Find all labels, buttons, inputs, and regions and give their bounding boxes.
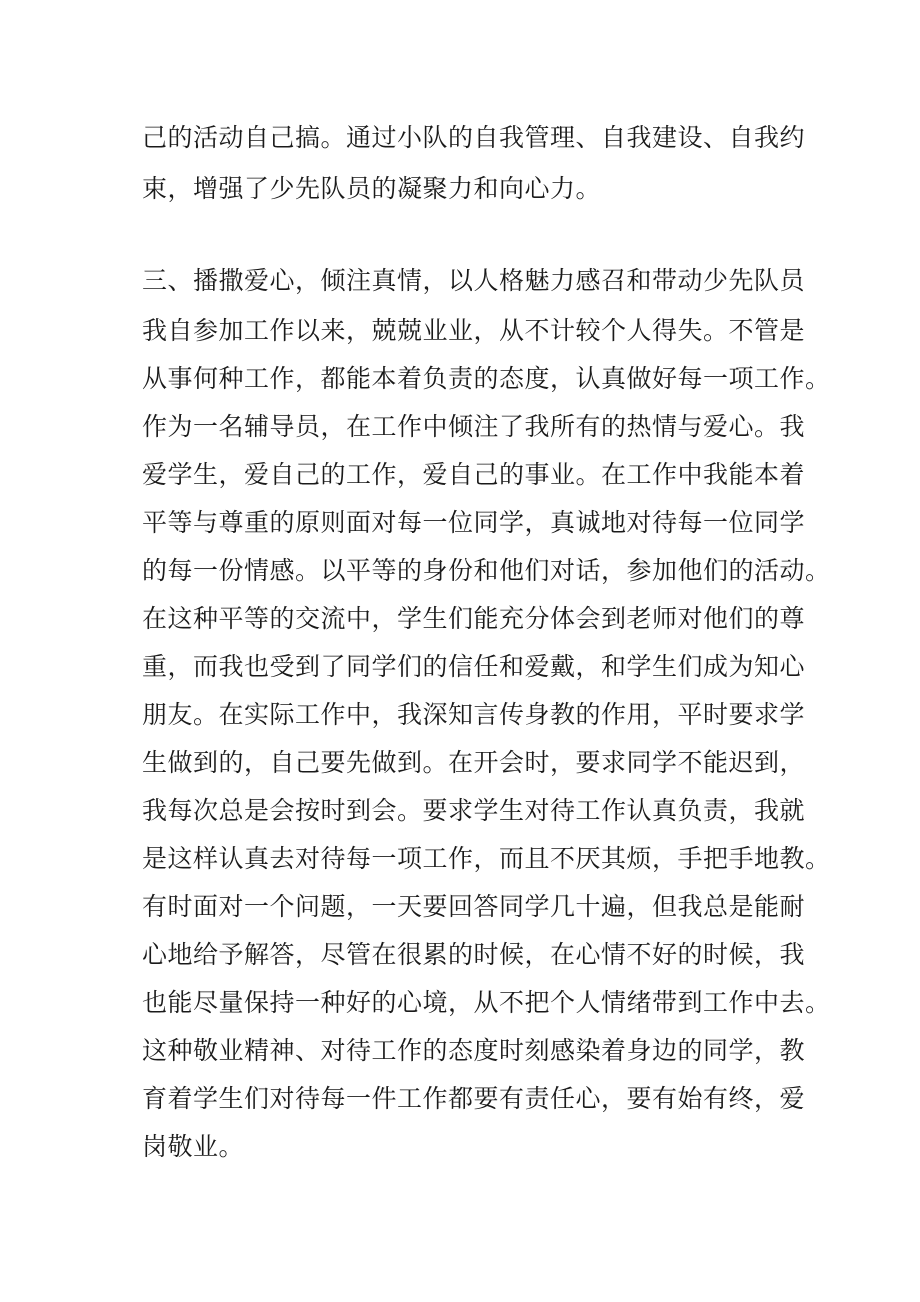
paragraph2-line-15: 也能尽量保持一种好的心境，从不把个人情绪带到工作中去。 — [142, 988, 831, 1017]
paragraph2-line-10: 生做到的，自己要先做到。在开会时，要求同学不能迟到， — [142, 748, 806, 777]
paragraph2-line-17: 育着学生们对待每一件工作都要有责任心，要有始有终，爱 — [142, 1084, 806, 1113]
paragraph2-line-18: 岗敬业。 — [142, 1132, 245, 1161]
paragraph1-line-1: 己的活动自己搞。通过小队的自我管理、自我建设、自我约 — [142, 123, 806, 152]
paragraph2-line-6: 的每一份情感。以平等的身份和他们对话，参加他们的活动。 — [142, 556, 831, 585]
paragraph2-line-11: 我每次总是会按时到会。要求学生对待工作认真负责，我就 — [142, 796, 806, 825]
paragraph2-line-4: 爱学生，爱自己的工作，爱自己的事业。在工作中我能本着 — [142, 460, 806, 489]
paragraph2-line-5: 平等与尊重的原则面对每一位同学，真诚地对待每一位同学 — [142, 508, 806, 537]
paragraph2-line-9: 朋友。在实际工作中，我深知言传身教的作用，平时要求学 — [142, 700, 806, 729]
paragraph2-line-2: 从事何种工作，都能本着负责的态度，认真做好每一项工作。 — [142, 364, 831, 393]
paragraph2-line-8: 重，而我也受到了同学们的信任和爱戴，和学生们成为知心 — [142, 652, 806, 681]
paragraph2-line-3: 作为一名辅导员，在工作中倾注了我所有的热情与爱心。我 — [142, 412, 806, 441]
paragraph1-line-2: 束，增强了少先队员的凝聚力和向心力。 — [142, 174, 602, 203]
section-heading: 三、播撒爱心，倾注真情，以人格魅力感召和带动少先队员 — [142, 266, 806, 295]
paragraph2-line-12: 是这样认真去对待每一项工作，而且不厌其烦，手把手地教。 — [142, 844, 831, 873]
paragraph2-line-13: 有时面对一个问题，一天要回答同学几十遍，但我总是能耐 — [142, 892, 806, 921]
paragraph2-line-1: 我自参加工作以来，兢兢业业，从不计较个人得失。不管是 — [142, 316, 806, 345]
paragraph2-line-14: 心地给予解答，尽管在很累的时候，在心情不好的时候，我 — [142, 940, 806, 969]
paragraph2-line-7: 在这种平等的交流中，学生们能充分体会到老师对他们的尊 — [142, 604, 806, 633]
paragraph2-line-16: 这种敬业精神、对待工作的态度时刻感染着身边的同学，教 — [142, 1036, 806, 1065]
